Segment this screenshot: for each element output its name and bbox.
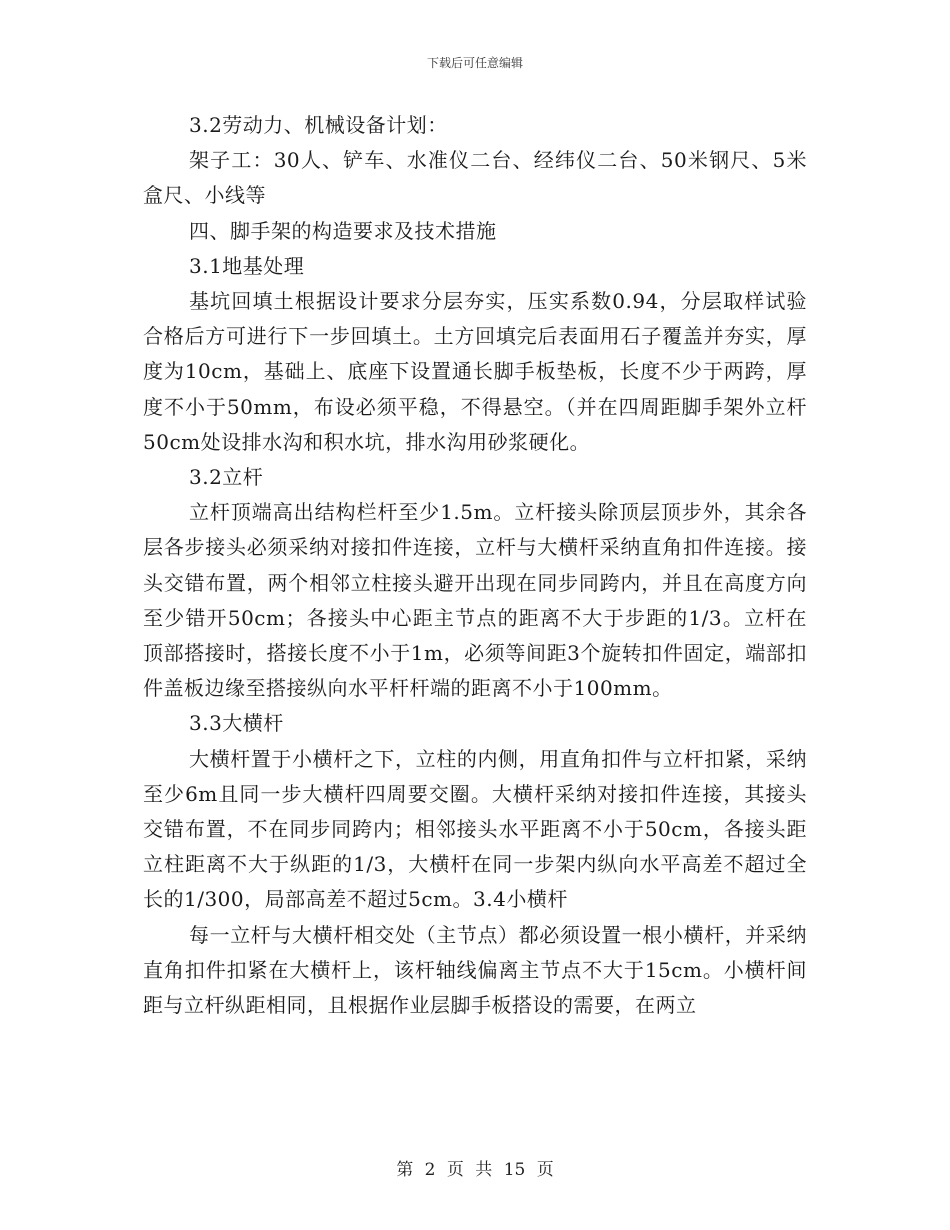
paragraph-upright-heading: 3.2立杆 [189, 465, 264, 490]
document-body [143, 108, 807, 1023]
paragraph-labor-plan: 架子工：30人、铲车、水准仪二台、经纬仪二台、50米钢尺、5米盒尺、小线等 [143, 148, 807, 208]
page-header: 下载后可任意编辑 [426, 56, 523, 70]
paragraph-labor-plan-heading: 3.2劳动力、机械设备计划： [189, 113, 448, 137]
paragraph-large-crossbar: 大横杆置于小横杆之下，立柱的内侧，用直角扣件与立杆扣紧，采纳至少6m且同一步大横杆四周要交圈。大横杆采纳对接扣件连接，其接头交错布置，不在同步同跨内；相邻接头水平距离不小于50cm，各接头距立柱距离不大于纵距的1/3，大横杆在同一步架内纵向水平高差不超过全长的1/300，局部高差不超过5cm。3.4小横杆 [143, 746, 807, 912]
paragraph-section-four-heading: 四、脚手架的构造要求及技术措施 [189, 218, 497, 243]
paragraph-large-crossbar-heading: 3.3大横杆 [189, 711, 284, 736]
paragraph-foundation-heading: 3.1地基处理 [189, 253, 305, 278]
paragraph-small-crossbar: 每一立杆与大横杆相交处（主节点）都必须设置一根小横杆，并采纳直角扣件扣紧在大横杆上，该杆轴线偏离主节点不大于15cm。小横杆间距与立杆纵距相同，且根据作业层脚手板搭设的需要，在两立 [143, 922, 807, 1018]
paragraph-upright: 立杆顶端高出结构栏杆至少1.5m。立杆接头除顶层顶步外，其余各层各步接头必须采纳对接扣件连接，立杆与大横杆采纳直角扣件连接。接头交错布置，两个相邻立柱接头避开出现在同步同跨内，并且在高度方向至少错开50cm；各接头中心距主节点的距离不大于步距的1/3。立杆在顶部搭接时，搭接长度不小于1m，必须等间距3个旋转扣件固定，端部扣件盖板边缘至搭接纵向水平杆杆端的距离不小于100mm。 [143, 500, 807, 701]
page-footer: 第 2 页 共 15 页 [396, 1160, 554, 1180]
paragraph-foundation: 基坑回填土根据设计要求分层夯实，压实系数0.94，分层取样试验合格后方可进行下一步回填土。土方回填完后表面用石子覆盖并夯实，厚度为10cm，基础上、底座下设置通长脚手板垫板，长度不少于两跨，厚度不小于50mm，布设必须平稳，不得悬空。（并在四周距脚手架外立杆50cm处设排水沟和积水坑，排水沟用砂浆硬化。 [143, 289, 807, 454]
